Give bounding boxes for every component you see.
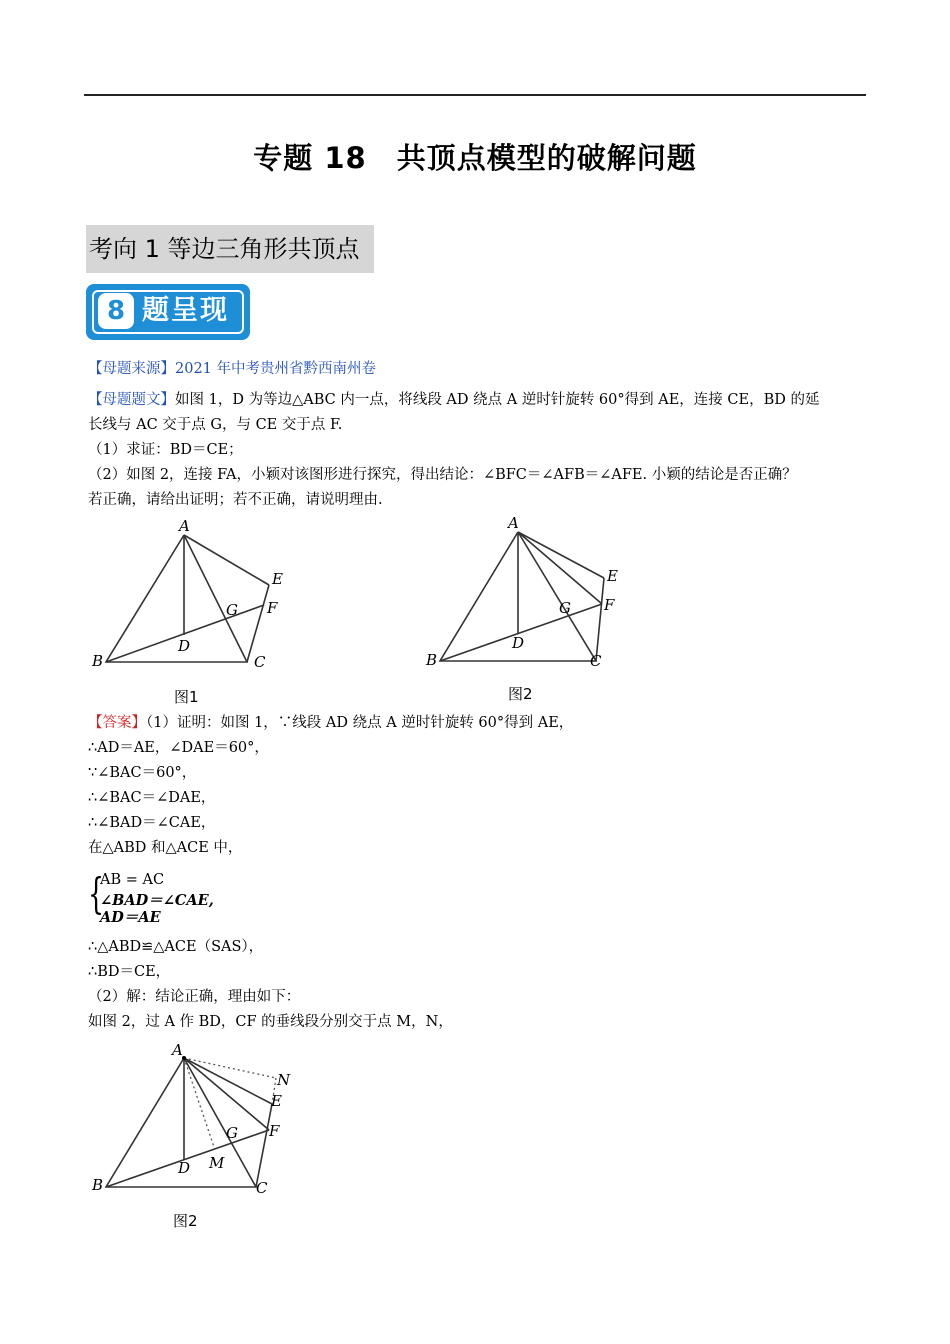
triangle-abc: [106, 535, 247, 662]
system-line-1: AB = AC: [100, 872, 165, 888]
label-n: N: [277, 1071, 291, 1089]
label-g: G: [226, 1124, 238, 1142]
system-line-2: ∠BAD＝∠CAE,: [100, 892, 214, 909]
label-d: D: [178, 1159, 191, 1177]
label-d: D: [512, 634, 525, 652]
problem-line-4: （2）如图 2，连接 FA，小颖对该图形进行探究，得出结论：∠BFC＝∠AFB＝∠AFE. 小颖的结论是否正确？: [88, 467, 797, 483]
label-e: E: [272, 570, 283, 588]
problem-line-3: （1）求证：BD＝CE；: [88, 442, 243, 458]
segment-af: [518, 532, 602, 604]
system-brace: {: [88, 869, 105, 918]
segment-ce: [596, 578, 604, 661]
label-a: A: [179, 517, 190, 535]
segment-bf: [440, 604, 602, 661]
answer-line-9: （2）解：结论正确，理由如下：: [88, 989, 301, 1005]
label-c: C: [254, 653, 266, 671]
segment-af: [184, 1058, 269, 1130]
label-a: A: [508, 514, 519, 532]
problem-line-1: 【母题题文】如图 1，D 为等边△ABC 内一点，将线段 AD 绕点 A 逆时针旋转 60°得到 AE，连接 CE，BD 的延: [88, 392, 820, 408]
badge-label: 题呈现: [142, 295, 229, 326]
label-a: A: [172, 1041, 183, 1059]
label-c: C: [256, 1179, 268, 1197]
answer-line-2: ∴AD＝AE，∠DAE＝60°，: [88, 740, 269, 756]
label-d: D: [178, 637, 191, 655]
label-g: G: [559, 599, 571, 617]
answer-line-7: ∴△ABD≌△ACE（SAS），: [88, 939, 264, 955]
answer-line-6: 在△ABD 和△ACE 中，: [88, 840, 243, 856]
page-title: 专题 18 共顶点模型的破解问题: [253, 141, 697, 175]
label-f: F: [269, 1122, 280, 1140]
answer-line-8: ∴BD＝CE，: [88, 964, 171, 980]
topic-badge: [86, 284, 250, 340]
figure-3-caption: 图2: [173, 1212, 198, 1230]
problem-tag: 【母题题文】: [88, 392, 175, 408]
answer-tag: 【答案】: [88, 715, 146, 731]
label-e: E: [271, 1092, 282, 1110]
top-rule: [84, 94, 866, 96]
label-c: C: [590, 652, 602, 670]
segment-ce: [256, 1104, 272, 1187]
segment-ce: [247, 585, 269, 662]
figure-3: [84, 1038, 314, 1203]
problem-line-5: 若正确，请给出证明；若不正确，请说明理由.: [88, 492, 383, 508]
answer-line-1: 【答案】（1）证明：如图 1，∵线段 AD 绕点 A 逆时针旋转 60°得到 AE，: [88, 715, 574, 731]
source-tag: 【母题来源】: [88, 361, 175, 377]
system-line-3: AD＝AE: [100, 909, 161, 926]
figure-2: [418, 512, 638, 677]
label-b: B: [426, 651, 438, 669]
perpendicular-an: [184, 1058, 276, 1078]
label-e: E: [607, 567, 618, 585]
segment-ae: [518, 532, 604, 578]
figure-2-caption: 图2: [508, 685, 533, 703]
label-g: G: [226, 601, 238, 619]
problem-line-2: 长线与 AC 交于点 G，与 CE 交于点 F.: [88, 417, 343, 433]
label-b: B: [92, 1176, 104, 1194]
answer-line-5: ∴∠BAD＝∠CAE，: [88, 815, 216, 831]
source-text: 2021 年中考贵州省黔西南州卷: [175, 361, 377, 377]
badge-icon: 8: [98, 293, 134, 329]
source-line: [88, 359, 376, 379]
label-f: F: [604, 596, 615, 614]
label-b: B: [92, 652, 104, 670]
figure-1-caption: 图1: [174, 688, 199, 706]
section-heading: 考向 1 等边三角形共顶点: [86, 225, 374, 273]
answer-line-4: ∴∠BAC＝∠DAE，: [88, 790, 216, 806]
figure-1: [84, 515, 304, 680]
label-m: M: [209, 1154, 225, 1172]
answer-line-10: 如图 2，过 A 作 BD，CF 的垂线段分别交于点 M，N，: [88, 1014, 453, 1030]
label-f: F: [267, 599, 278, 617]
answer-line-3: ∵∠BAC＝60°，: [88, 765, 197, 781]
